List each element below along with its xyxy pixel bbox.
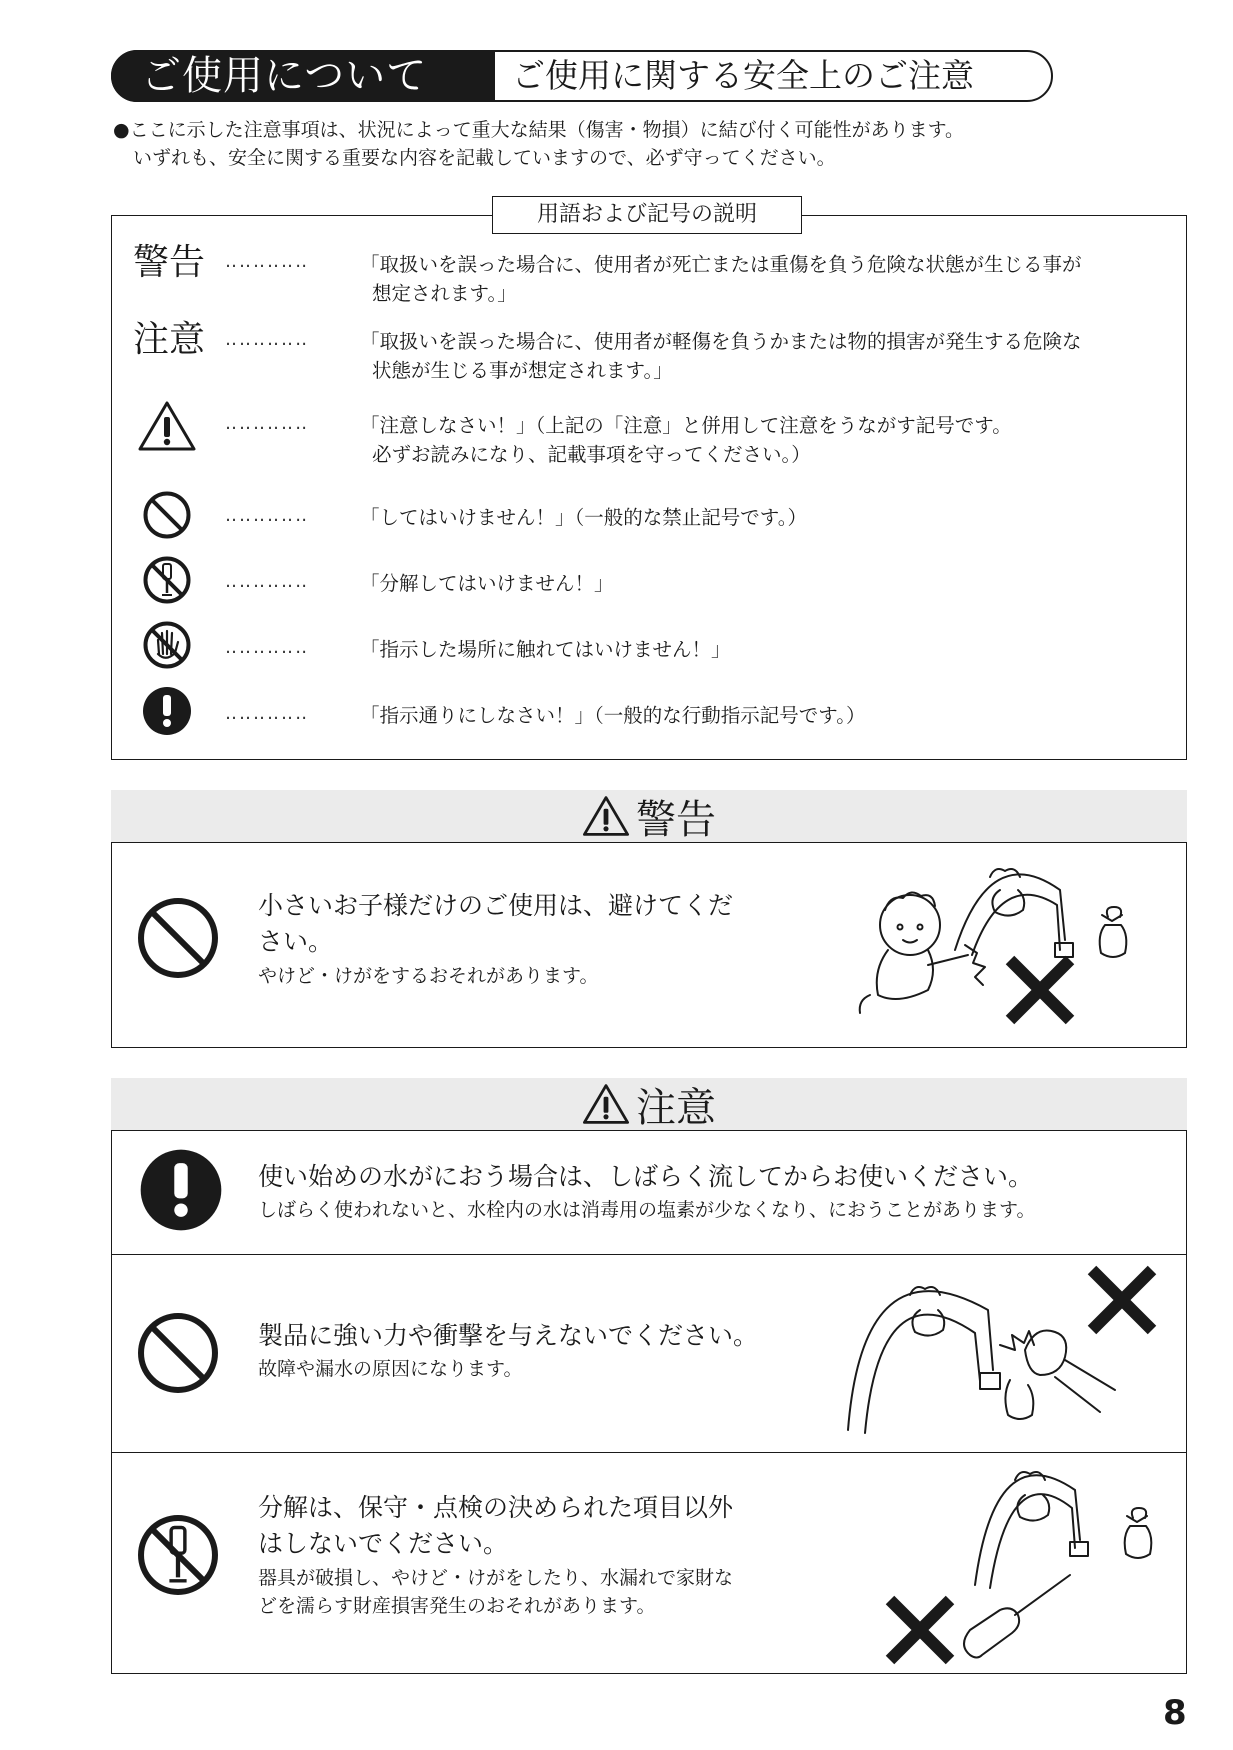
legend-dots: ‥‥‥‥‥‥ <box>225 505 310 526</box>
row-divider <box>111 1452 1187 1453</box>
legend-text: 「分解してはいけません！」 <box>360 572 614 595</box>
warning-item-title: 小さいお子様だけのご使用は、避けてくだ <box>258 891 734 920</box>
caution-item-body: しばらく使われないと、水栓内の水は消毒用の塩素が少なくなり、におうことがあります。 <box>258 1199 1036 1221</box>
caution-item-body: どを濡らす財産損害発生のおそれがあります。 <box>258 1595 656 1617</box>
caution-header <box>111 1078 1187 1131</box>
legend-dots: ‥‥‥‥‥‥ <box>225 251 310 272</box>
legend-title: 用語および記号の説明 <box>492 196 802 234</box>
prohibition-icon <box>135 895 221 981</box>
warning-heading: 警告 <box>636 796 716 843</box>
warning-header <box>111 790 1187 843</box>
prohibition-icon <box>142 490 192 540</box>
legend-text: 「注意しなさい！」（上記の「注意」と併用して注意をうながす記号です。 <box>360 414 1012 437</box>
warning-triangle-icon <box>582 1083 630 1125</box>
caution-item-title: はしないでください。 <box>258 1529 509 1558</box>
prohibition-icon <box>135 1310 221 1396</box>
no-disassembly-icon <box>142 555 192 605</box>
legend-text: 「指示した場所に触れてはいけません！」 <box>360 638 731 661</box>
caution-item-title: 製品に強い力や衝撃を与えないでください。 <box>258 1321 759 1350</box>
legend-box <box>111 215 1187 760</box>
caution-item-title: 分解は、保守・点検の決められた項目以外 <box>258 1493 734 1522</box>
no-touch-icon <box>142 620 192 670</box>
caution-heading: 注意 <box>636 1084 716 1131</box>
legend-dots: ‥‥‥‥‥‥ <box>225 637 310 658</box>
legend-text: 状態が生じる事が想定されます。」 <box>372 359 673 382</box>
legend-text: 「指示通りにしなさい！」（一般的な行動指示記号です。） <box>360 704 866 727</box>
caution-item-body: 器具が破損し、やけど・けがをしたり、水漏れで家財な <box>258 1567 734 1589</box>
legend-term-caution: 注意 <box>133 319 206 360</box>
legend-dots: ‥‥‥‥‥‥ <box>225 703 310 724</box>
disassembly-screwdriver-illustration <box>875 1460 1165 1665</box>
mandatory-action-icon <box>142 686 192 736</box>
page-subtitle: ご使用に関する安全上のご注意 <box>512 56 974 95</box>
faucet-impact-illustration <box>840 1265 1165 1440</box>
legend-text: 「してはいけません！」（一般的な禁止記号です。） <box>360 506 807 529</box>
legend-text: 「取扱いを誤った場合に、使用者が軽傷を負うかまたは物的損害が発生する危険な <box>360 330 1082 353</box>
warning-item-body: やけど・けがをするおそれがあります。 <box>258 965 599 987</box>
legend-term-warning: 警告 <box>133 242 206 283</box>
intro-line-2: いずれも、安全に関する重要な内容を記載していますので、必ず守ってください。 <box>133 147 836 169</box>
page-title: ご使用について <box>111 50 495 102</box>
caution-item-title: 使い始めの水がにおう場合は、しばらく流してからお使いください。 <box>258 1162 1034 1191</box>
warning-triangle-icon <box>582 795 630 837</box>
row-divider <box>111 1254 1187 1255</box>
child-faucet-illustration <box>840 855 1160 1030</box>
warning-item-title: さい。 <box>258 927 334 956</box>
page-number: 8 <box>1163 1693 1187 1733</box>
legend-dots: ‥‥‥‥‥‥ <box>225 413 310 434</box>
legend-text: 想定されます。」 <box>372 282 517 305</box>
intro-line-1: ●ここに示した注意事項は、状況によって重大な結果（傷害・物損）に結び付く可能性があります。 <box>113 119 965 141</box>
mandatory-action-icon <box>139 1148 223 1232</box>
legend-dots: ‥‥‥‥‥‥ <box>225 571 310 592</box>
legend-text: 「取扱いを誤った場合に、使用者が死亡または重傷を負う危険な状態が生じる事が <box>360 253 1082 276</box>
warning-triangle-icon <box>137 400 197 452</box>
legend-dots: ‥‥‥‥‥‥ <box>225 329 310 350</box>
caution-item-body: 故障や漏水の原因になります。 <box>258 1358 523 1380</box>
legend-text: 必ずお読みになり、記載事項を守ってください。） <box>372 443 811 466</box>
no-disassembly-icon <box>135 1512 221 1598</box>
